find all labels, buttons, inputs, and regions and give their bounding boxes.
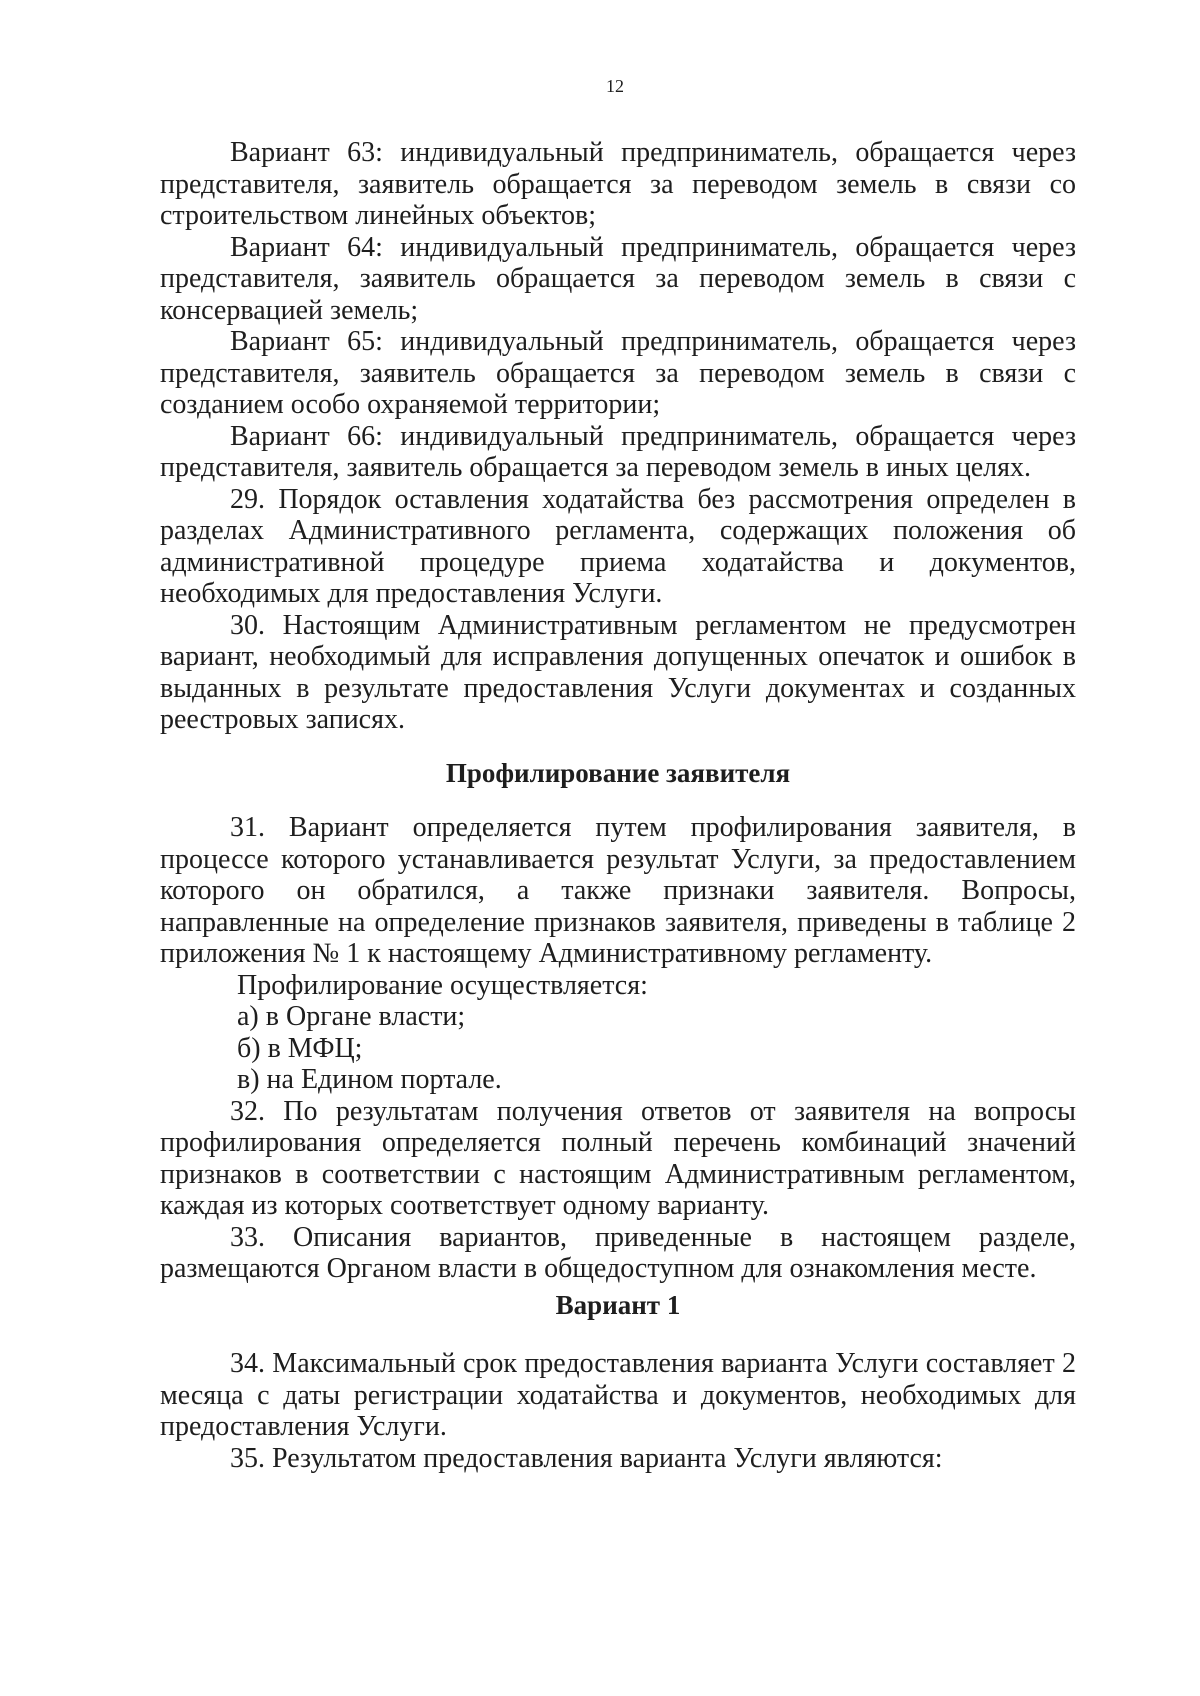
paragraph-29: 29. Порядок оставления ходатайства без рассмотрения определен в разделах Административного регламента, содержащих положения об административной процедуре приема ходатайства и документов, необходимых для предоставления Услуги. bbox=[160, 483, 1076, 609]
text-block-profiling bbox=[160, 812, 1076, 1285]
profiling-item-b: б) в МФЦ; bbox=[237, 1032, 363, 1064]
profiling-item-c: в) на Едином портале. bbox=[237, 1064, 502, 1095]
section-heading-profiling: Профилирование заявителя bbox=[445, 758, 791, 788]
profiling-item-a: а) в Органе власти; bbox=[237, 1001, 466, 1032]
paragraph-variant-65: Вариант 65: индивидуальный предприниматель, обращается через представителя, заявитель обращается за переводом земель в связи с созданием особо охраняемой территории; bbox=[160, 326, 1076, 420]
paragraph-variant-64: Вариант 64: индивидуальный предприниматель, обращается через представителя, заявитель обращается за переводом земель в связи с консервацией земель; bbox=[160, 231, 1076, 326]
text-block-variant-1 bbox=[160, 1348, 1076, 1474]
paragraph-30: 30. Настоящим Административным регламентом не предусмотрен вариант, необходимый для исправления допущенных опечаток и ошибок в выданных в результате предоставления Услуги документах и созданных реестровых записях. bbox=[160, 609, 1076, 735]
paragraph-variant-63: Вариант 63: индивидуальный предприниматель, обращается через представителя, заявитель обращается за переводом земель в связи со строительством линейных объектов; bbox=[160, 137, 1076, 231]
text-block-top bbox=[160, 137, 1076, 736]
section-heading-variant-1: Вариант 1 bbox=[555, 1290, 681, 1320]
paragraph-33: 33. Описания вариантов, приведенные в настоящем разделе, размещаются Органом власти в общедоступном для ознакомления месте. bbox=[160, 1221, 1076, 1284]
page-number: 12 bbox=[606, 76, 624, 96]
paragraph-35: 35. Результатом предоставления варианта Услуги являются: bbox=[230, 1442, 943, 1474]
paragraph-34: 34. Максимальный срок предоставления варианта Услуги составляет 2 месяца с даты регистрации ходатайства и документов, необходимых для предоставления Услуги. bbox=[160, 1348, 1076, 1442]
paragraph-variant-66: Вариант 66: индивидуальный предприниматель, обращается через представителя, заявитель обращается за переводом земель в иных целях. bbox=[160, 420, 1076, 483]
paragraph-31: 31. Вариант определяется путем профилирования заявителя, в процессе которого устанавливается результат Услуги, за предоставлением которого он обратился, а также признаки заявителя. Вопросы, направленные на определение признаков заявителя, приведены в таблице 2 приложения № 1 к настоящему Административному регламенту. bbox=[160, 812, 1076, 969]
profiling-intro: Профилирование осуществляется: bbox=[237, 969, 648, 1001]
paragraph-32: 32. По результатам получения ответов от заявителя на вопросы профилирования определяется полный перечень комбинаций значений признаков в соответствии с настоящим Административным регламентом, каждая из которых соответствует одному варианту. bbox=[160, 1095, 1076, 1221]
